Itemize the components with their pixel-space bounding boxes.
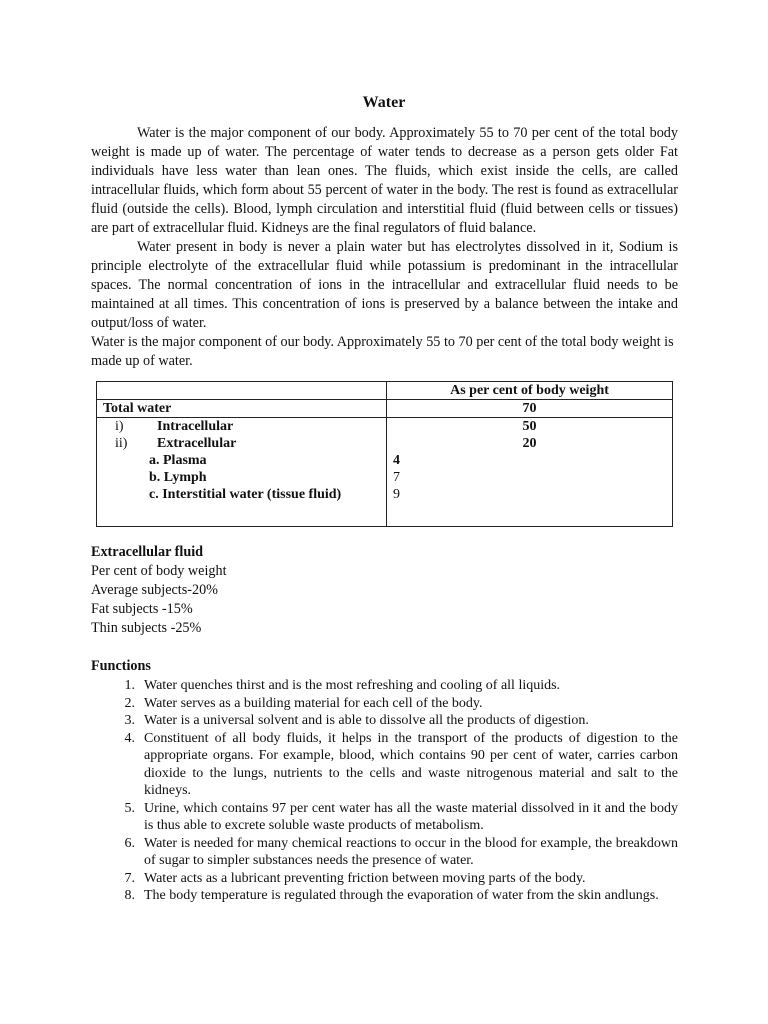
extracellular-section (91, 543, 491, 638)
list-number: 4. (124, 730, 135, 746)
total-water-value: 70 (387, 400, 673, 418)
extracellular-line: Average subjects-20% (91, 582, 218, 598)
list-item (91, 730, 678, 800)
plasma-value: 4 (393, 453, 400, 468)
list-number: 5. (124, 800, 135, 816)
list-text: Water is needed for many chemical reactions to occur in the blood for example, the breakdown of sugar to simpler substances needs the presence of water. (144, 835, 678, 868)
list-item (91, 835, 678, 870)
intro-paragraph-2: Water present in body is never a plain water but has electrolytes dissolved in it, Sodium is principle electrolyte of the extracellular fluid while potassium is predominant in the intracellular spaces. The normal concentration of ions in the intracellular and extracellular fluid needs to be maintained at all times. This concentration of ions is preserved by a balance between the intake and output/loss of water. (91, 239, 678, 331)
list-text: Water serves as a building material for each cell of the body. (144, 695, 483, 711)
intracellular-number: i) (115, 419, 124, 434)
extracellular-line: Per cent of body weight (91, 563, 227, 579)
extracellular-heading: Extracellular fluid (91, 544, 204, 560)
table-header-row (97, 382, 673, 400)
list-item (91, 887, 678, 905)
list-item (91, 712, 678, 730)
list-number: 7. (124, 870, 135, 886)
list-text: Water quenches thirst and is the most refreshing and cooling of all liquids. (144, 678, 561, 693)
table-header: As per cent of body weight (387, 382, 673, 400)
extracellular-line: Fat subjects -15% (91, 601, 193, 617)
list-text: Water acts as a lubricant preventing friction between moving parts of the body. (144, 870, 586, 886)
list-number: 1. (124, 678, 135, 693)
page-title: Water (362, 94, 406, 111)
extracellular-label: Extracellular (157, 436, 237, 451)
list-number: 8. (124, 888, 135, 903)
extracellular-value: 20 (522, 436, 537, 451)
list-text: Urine, which contains 97 per cent water has all the waste material dissolved in it and the body is thus able to excrete soluble waste products of metabolism. (144, 800, 678, 833)
intro-paragraph-3: Water is the major component of our body. Approximately 55 to 70 per cent of the total body weight is made up of water. (91, 334, 674, 369)
intro-section (91, 124, 678, 371)
extracellular-line: Thin subjects -25% (91, 620, 202, 636)
list-item (91, 677, 678, 695)
extracellular-number: ii) (115, 436, 128, 451)
list-item (91, 870, 678, 888)
body-water-table (96, 381, 673, 527)
list-text: Constituent of all body fluids, it helps in the transport of the products of digestion to the appropriate organs. For example, blood, which contains 90 per cent of water, carries carbon dioxide to the lungs, nutrients to the cells and waste nitrogenous material and salt to the kidneys. (144, 730, 678, 798)
interstitial-label: c. Interstitial water (tissue fluid) (149, 487, 342, 502)
table-row (97, 400, 673, 418)
lymph-value: 7 (393, 470, 400, 485)
list-number: 6. (124, 835, 135, 851)
plasma-label: a. Plasma (149, 453, 207, 468)
list-number: 3. (124, 713, 135, 728)
intro-paragraph-1: Water is the major component of our body. Approximately 55 to 70 per cent of the total body weight is made up of water. The percentage of water tends to decrease as a person gets older Fat individuals have less water than lean ones. The fluids, which exist inside the cells, are called intracellular fluids, which form about 55 percent of water in the body. The rest is found as extracellular fluid (outside the cells). Blood, lymph circulation and interstitial fluid (fluid between cells or tissues) are part of extracellular fluid. Kidneys are the final regulators of fluid balance. (91, 125, 678, 236)
total-water-label: Total water (97, 400, 387, 418)
list-number: 2. (124, 695, 135, 711)
functions-list (91, 677, 678, 905)
list-text: The body temperature is regulated through the evaporation of water from the skin andlungs. (144, 888, 659, 903)
list-item (91, 800, 678, 835)
intracellular-label: Intracellular (157, 419, 234, 434)
functions-heading: Functions (91, 658, 151, 674)
table-row (97, 418, 673, 527)
list-item (91, 695, 678, 713)
list-text: Water is a universal solvent and is able to dissolve all the products of digestion. (144, 713, 589, 728)
intracellular-value: 50 (522, 419, 537, 434)
interstitial-value: 9 (393, 487, 400, 502)
lymph-label: b. Lymph (149, 470, 207, 485)
